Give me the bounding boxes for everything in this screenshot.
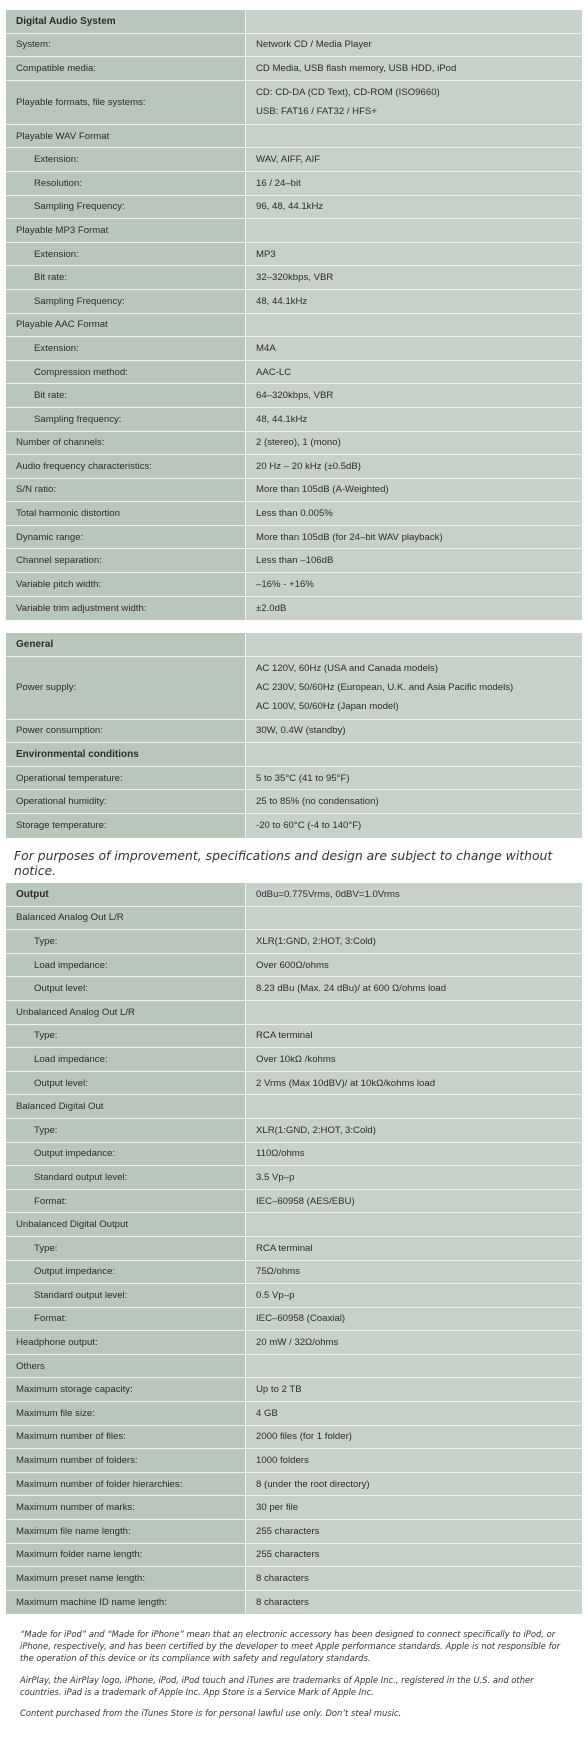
- spec-label: Output level:: [6, 1072, 246, 1095]
- spec-value: [246, 502, 582, 525]
- spec-label: Unbalanced Analog Out L/R: [6, 1001, 246, 1024]
- spec-value: [246, 1473, 582, 1496]
- spec-value-line: Less than –106dB: [256, 555, 334, 567]
- spec-label: Extension:: [6, 337, 246, 360]
- spec-value-line: 48, 44.1kHz: [256, 295, 308, 307]
- spec-row: [6, 1449, 582, 1473]
- spec-value-line: More than 105dB (A-Weighted): [256, 484, 389, 496]
- spec-value: [246, 1402, 582, 1425]
- spec-value: [246, 408, 582, 431]
- spec-value: [246, 1119, 582, 1142]
- spec-value: [246, 1213, 582, 1236]
- spec-row: [6, 408, 582, 432]
- spec-label: Compatible media:: [6, 57, 246, 80]
- spec-value: [246, 125, 582, 148]
- spec-row: [6, 148, 582, 172]
- spec-row: [6, 633, 582, 657]
- spec-value: [246, 384, 582, 407]
- spec-value-line: CD: CD-DA (CD Text), CD-ROM (ISO9660): [256, 87, 440, 99]
- spec-row: [6, 1308, 582, 1332]
- spec-value: [246, 657, 582, 719]
- spec-row: [6, 290, 582, 314]
- spec-label: Power supply:: [6, 657, 246, 719]
- spec-label: Maximum number of files:: [6, 1426, 246, 1449]
- spec-label: Operational humidity:: [6, 790, 246, 813]
- spec-value-line: 2 (stereo), 1 (mono): [256, 437, 341, 449]
- spec-label: Variable trim adjustment width:: [6, 597, 246, 621]
- spec-row: [6, 743, 582, 767]
- spec-value-line: Up to 2 TB: [256, 1384, 302, 1396]
- spec-value: [246, 1025, 582, 1048]
- spec-label: Extension:: [6, 243, 246, 266]
- spec-row: [6, 657, 582, 720]
- spec-label: Maximum machine ID name length:: [6, 1591, 246, 1615]
- spec-value: [246, 1261, 582, 1284]
- spec-value: [246, 479, 582, 502]
- spec-value: [246, 1496, 582, 1519]
- spec-label: Sampling Frequency:: [6, 290, 246, 313]
- spec-label: Power consumption:: [6, 720, 246, 743]
- spec-label: General: [6, 633, 246, 656]
- spec-label: Storage temperature:: [6, 814, 246, 838]
- spec-label: Channel separation:: [6, 549, 246, 572]
- spec-label: Bit rate:: [6, 266, 246, 289]
- spec-value: [246, 266, 582, 289]
- spec-label: Bit rate:: [6, 384, 246, 407]
- spec-label: Playable WAV Format: [6, 125, 246, 148]
- spec-label: S/N ratio:: [6, 479, 246, 502]
- spec-value-line: –16% - +16%: [256, 578, 314, 590]
- spec-label: Headphone output:: [6, 1331, 246, 1354]
- spec-label: Maximum storage capacity:: [6, 1378, 246, 1401]
- spec-value: [246, 1095, 582, 1118]
- spec-value-line: CD Media, USB flash memory, USB HDD, iPod: [256, 62, 457, 74]
- spec-value: [246, 57, 582, 80]
- footnote-itunes-content: Content purchased from the iTunes Store is for personal lawful use only. Don’t steal music.: [20, 1707, 402, 1718]
- spec-value: [246, 1001, 582, 1024]
- spec-value: [246, 1048, 582, 1071]
- spec-value: [246, 743, 582, 766]
- spec-row: [6, 907, 582, 931]
- spec-row: [6, 384, 582, 408]
- spec-label: Maximum folder name length:: [6, 1544, 246, 1567]
- spec-row: [6, 1048, 582, 1072]
- spec-value-line: USB: FAT16 / FAT32 / HFS+: [256, 106, 377, 118]
- spec-row: [6, 1355, 582, 1379]
- spec-value-line: RCA terminal: [256, 1030, 313, 1042]
- spec-value-line: 5 to 35°C (41 to 95°F): [256, 772, 350, 784]
- spec-row: [6, 1025, 582, 1049]
- spec-label: Format:: [6, 1190, 246, 1213]
- spec-row: [6, 1001, 582, 1025]
- spec-label: Dynamic range:: [6, 526, 246, 549]
- spec-row: [6, 526, 582, 550]
- spec-value: [246, 1190, 582, 1213]
- spec-row: [6, 977, 582, 1001]
- spec-row: [6, 57, 582, 81]
- spec-value: [246, 977, 582, 1000]
- spec-value: [246, 432, 582, 455]
- spec-row: [6, 266, 582, 290]
- spec-row: [6, 814, 582, 838]
- spec-row: [6, 1119, 582, 1143]
- spec-value: [246, 10, 582, 33]
- spec-label: Extension:: [6, 148, 246, 171]
- spec-value-line: RCA terminal: [256, 1242, 313, 1254]
- spec-row: [6, 219, 582, 243]
- footnotes: [20, 1628, 574, 1728]
- spec-value: [246, 337, 582, 360]
- spec-value-line: Over 600Ω/ohms: [256, 959, 329, 971]
- spec-value-line: AC 100V, 50/60Hz (Japan model): [256, 701, 399, 713]
- spec-value-line: 25 to 85% (no condensation): [256, 796, 379, 808]
- spec-label: Maximum file name length:: [6, 1520, 246, 1543]
- spec-row: [6, 1520, 582, 1544]
- spec-value-line: More than 105dB (for 24–bit WAV playback): [256, 531, 443, 543]
- spec-row: [6, 502, 582, 526]
- spec-label: Standard output level:: [6, 1166, 246, 1189]
- spec-value: [246, 81, 582, 124]
- spec-label: Maximum file size:: [6, 1402, 246, 1425]
- spec-row: [6, 1261, 582, 1285]
- spec-row: [6, 1072, 582, 1096]
- spec-label: Digital Audio System: [6, 10, 246, 33]
- footnote-made-for-ipod: “Made for iPod” and “Made for iPhone” mean that an electronic accessory has been designed to connect specifically to iPod, or iPhone, respectively, and has been certified by the developer to meet Apple performance standards. Apple is not responsible for the operation of this device or its compliance with safety and regulatory standards.: [20, 1629, 561, 1664]
- spec-value-line: Less than 0.005%: [256, 508, 333, 520]
- spec-label: Standard output level:: [6, 1284, 246, 1307]
- spec-row: [6, 1166, 582, 1190]
- spec-row: [6, 1378, 582, 1402]
- general-spec-table: [6, 633, 582, 838]
- spec-value: [246, 314, 582, 337]
- spec-value: [246, 573, 582, 596]
- spec-value-line: XLR(1:GND, 2:HOT, 3:Cold): [256, 1124, 376, 1136]
- digital-audio-spec-table: [6, 10, 582, 620]
- spec-row: [6, 549, 582, 573]
- spec-label: Type:: [6, 930, 246, 953]
- spec-row: [6, 1567, 582, 1591]
- spec-label: System:: [6, 34, 246, 57]
- spec-value: [246, 1591, 582, 1615]
- spec-value-line: 30W, 0.4W (standby): [256, 725, 346, 737]
- spec-row: [6, 573, 582, 597]
- footnote-trademarks: AirPlay, the AirPlay logo, iPhone, iPod, iPod touch and iTunes are trademarks of Apple Inc., registered in the U.S. and other countries. iPad is a trademark of Apple Inc. App Store is a Service Mark of Apple Inc.: [20, 1674, 534, 1697]
- spec-value: [246, 361, 582, 384]
- spec-value-line: 16 / 24–bit: [256, 177, 301, 189]
- spec-value-line: 8 (under the root directory): [256, 1478, 370, 1490]
- spec-row: [6, 1544, 582, 1568]
- spec-value-line: 2000 files (for 1 folder): [256, 1431, 352, 1443]
- spec-value: [246, 549, 582, 572]
- spec-value-line: ±2.0dB: [256, 602, 287, 614]
- spec-label: Playable AAC Format: [6, 314, 246, 337]
- spec-value-line: M4A: [256, 342, 276, 354]
- spec-row: [6, 1143, 582, 1167]
- change-notice: For purposes of improvement, specifications and design are subject to change without notice.: [14, 848, 553, 878]
- spec-value-line: -20 to 60°C (-4 to 140°F): [256, 820, 362, 832]
- spec-row: [6, 1284, 582, 1308]
- spec-value: [246, 1426, 582, 1449]
- spec-value-line: 20 Hz – 20 kHz (±0.5dB): [256, 460, 361, 472]
- spec-row: [6, 196, 582, 220]
- spec-label: Sampling Frequency:: [6, 196, 246, 219]
- spec-value: [246, 243, 582, 266]
- spec-value: [246, 1331, 582, 1354]
- spec-value: [246, 814, 582, 838]
- spec-label: Others: [6, 1355, 246, 1378]
- spec-value: [246, 172, 582, 195]
- spec-label: Operational temperature:: [6, 767, 246, 790]
- spec-label: Output level:: [6, 977, 246, 1000]
- spec-value-line: 75Ω/ohms: [256, 1266, 300, 1278]
- spec-label: Output impedance:: [6, 1261, 246, 1284]
- spec-value-line: 2 Vrms (Max 10dBV)/ at 10kΩ/kohms load: [256, 1077, 436, 1089]
- spec-row: [6, 767, 582, 791]
- spec-value-line: 8 characters: [256, 1597, 309, 1609]
- spec-value: [246, 219, 582, 242]
- spec-row: [6, 1190, 582, 1214]
- spec-row: [6, 243, 582, 267]
- spec-row: [6, 1591, 582, 1615]
- spec-label: Maximum number of marks:: [6, 1496, 246, 1519]
- spec-value: [246, 767, 582, 790]
- spec-value-line: IEC–60958 (Coaxial): [256, 1313, 346, 1325]
- spec-label: Playable formats, file systems:: [6, 81, 246, 124]
- spec-value-line: AAC-LC: [256, 366, 292, 378]
- spec-value-line: 48, 44.1kHz: [256, 413, 308, 425]
- spec-value: [246, 930, 582, 953]
- spec-row: [6, 1496, 582, 1520]
- spec-value: [246, 34, 582, 57]
- spec-row: [6, 10, 582, 34]
- spec-value: [246, 1308, 582, 1331]
- spec-value: [246, 883, 582, 906]
- spec-value: [246, 954, 582, 977]
- spec-value-line: 255 characters: [256, 1549, 320, 1561]
- spec-value: [246, 1567, 582, 1590]
- spec-value: [246, 1237, 582, 1260]
- spec-label: Maximum number of folder hierarchies:: [6, 1473, 246, 1496]
- spec-value: [246, 1355, 582, 1378]
- spec-value: [246, 455, 582, 478]
- spec-value: [246, 1284, 582, 1307]
- spec-row: [6, 337, 582, 361]
- spec-value: [246, 1449, 582, 1472]
- spec-value: [246, 290, 582, 313]
- spec-label: Maximum number of folders:: [6, 1449, 246, 1472]
- spec-value-line: Over 10kΩ /kohms: [256, 1053, 336, 1065]
- spec-label: Total harmonic distortion: [6, 502, 246, 525]
- spec-row: [6, 1237, 582, 1261]
- spec-row: [6, 125, 582, 149]
- spec-value-line: 20 mW / 32Ω/ohms: [256, 1337, 339, 1349]
- spec-label: Type:: [6, 1025, 246, 1048]
- spec-label: Output: [6, 883, 246, 906]
- spec-label: Load impedance:: [6, 954, 246, 977]
- spec-row: [6, 1473, 582, 1497]
- spec-row: [6, 1426, 582, 1450]
- spec-row: [6, 1095, 582, 1119]
- spec-value: [246, 1143, 582, 1166]
- spec-row: [6, 597, 582, 621]
- spec-row: [6, 314, 582, 338]
- spec-value: [246, 1378, 582, 1401]
- spec-row: [6, 172, 582, 196]
- spec-row: [6, 954, 582, 978]
- spec-label: Variable pitch width:: [6, 573, 246, 596]
- spec-label: Compression method:: [6, 361, 246, 384]
- spec-value-line: 4 GB: [256, 1407, 278, 1419]
- spec-value: [246, 196, 582, 219]
- spec-label: Format:: [6, 1308, 246, 1331]
- spec-value-line: XLR(1:GND, 2:HOT, 3:Cold): [256, 935, 376, 947]
- spec-value: [246, 1520, 582, 1543]
- spec-label: Unbalanced Digital Output: [6, 1213, 246, 1236]
- spec-label: Type:: [6, 1119, 246, 1142]
- spec-value-line: 30 per file: [256, 1502, 299, 1514]
- spec-value: [246, 720, 582, 743]
- spec-label: Output impedance:: [6, 1143, 246, 1166]
- spec-row: [6, 930, 582, 954]
- spec-value-line: 8 characters: [256, 1573, 309, 1585]
- spec-value: [246, 597, 582, 621]
- spec-row: [6, 455, 582, 479]
- spec-value: [246, 790, 582, 813]
- spec-value-line: 8.23 dBu (Max. 24 dBu)/ at 600 Ω/ohms load: [256, 983, 447, 995]
- spec-value-line: WAV, AIFF, AIF: [256, 154, 321, 166]
- spec-value-line: Network CD / Media Player: [256, 39, 372, 51]
- spec-value-line: MP3: [256, 248, 276, 260]
- spec-row: [6, 1213, 582, 1237]
- spec-value-line: 1000 folders: [256, 1455, 309, 1467]
- spec-value-line: IEC–60958 (AES/EBU): [256, 1195, 355, 1207]
- spec-value-line: 3.5 Vp–p: [256, 1171, 295, 1183]
- spec-row: [6, 34, 582, 58]
- spec-label: Maximum preset name length:: [6, 1567, 246, 1590]
- spec-row: [6, 883, 582, 907]
- spec-value-line: AC 120V, 60Hz (USA and Canada models): [256, 663, 439, 675]
- spec-value: [246, 1072, 582, 1095]
- spec-value-line: 32–320kbps, VBR: [256, 272, 334, 284]
- spec-label: Sampling frequency:: [6, 408, 246, 431]
- spec-value-line: 96, 48, 44.1kHz: [256, 201, 324, 213]
- spec-label: Environmental conditions: [6, 743, 246, 766]
- spec-label: Audio frequency characteristics:: [6, 455, 246, 478]
- spec-value: [246, 907, 582, 930]
- spec-label: Resolution:: [6, 172, 246, 195]
- spec-value-line: 0dBu=0.775Vrms, 0dBV=1.0Vrms: [256, 888, 400, 900]
- spec-value: [246, 1544, 582, 1567]
- spec-value-line: 64–320kbps, VBR: [256, 390, 334, 402]
- spec-label: Load impedance:: [6, 1048, 246, 1071]
- spec-label: Playable MP3 Format: [6, 219, 246, 242]
- spec-label: Type:: [6, 1237, 246, 1260]
- spec-row: [6, 432, 582, 456]
- spec-value: [246, 633, 582, 656]
- spec-row: [6, 720, 582, 744]
- spec-value-line: 255 characters: [256, 1525, 320, 1537]
- spec-row: [6, 81, 582, 125]
- spec-value: [246, 148, 582, 171]
- spec-label: Balanced Digital Out: [6, 1095, 246, 1118]
- spec-value: [246, 1166, 582, 1189]
- spec-value-line: 110Ω/ohms: [256, 1148, 305, 1160]
- spec-row: [6, 479, 582, 503]
- spec-value: [246, 526, 582, 549]
- spec-value-line: AC 230V, 50/60Hz (European, U.K. and Asia Pacific models): [256, 682, 514, 694]
- spec-row: [6, 1402, 582, 1426]
- spec-row: [6, 1331, 582, 1355]
- output-spec-table: [6, 883, 582, 1614]
- spec-label: Balanced Analog Out L/R: [6, 907, 246, 930]
- spec-value-line: 0.5 Vp–p: [256, 1289, 295, 1301]
- spec-row: [6, 790, 582, 814]
- spec-label: Number of channels:: [6, 432, 246, 455]
- spec-row: [6, 361, 582, 385]
